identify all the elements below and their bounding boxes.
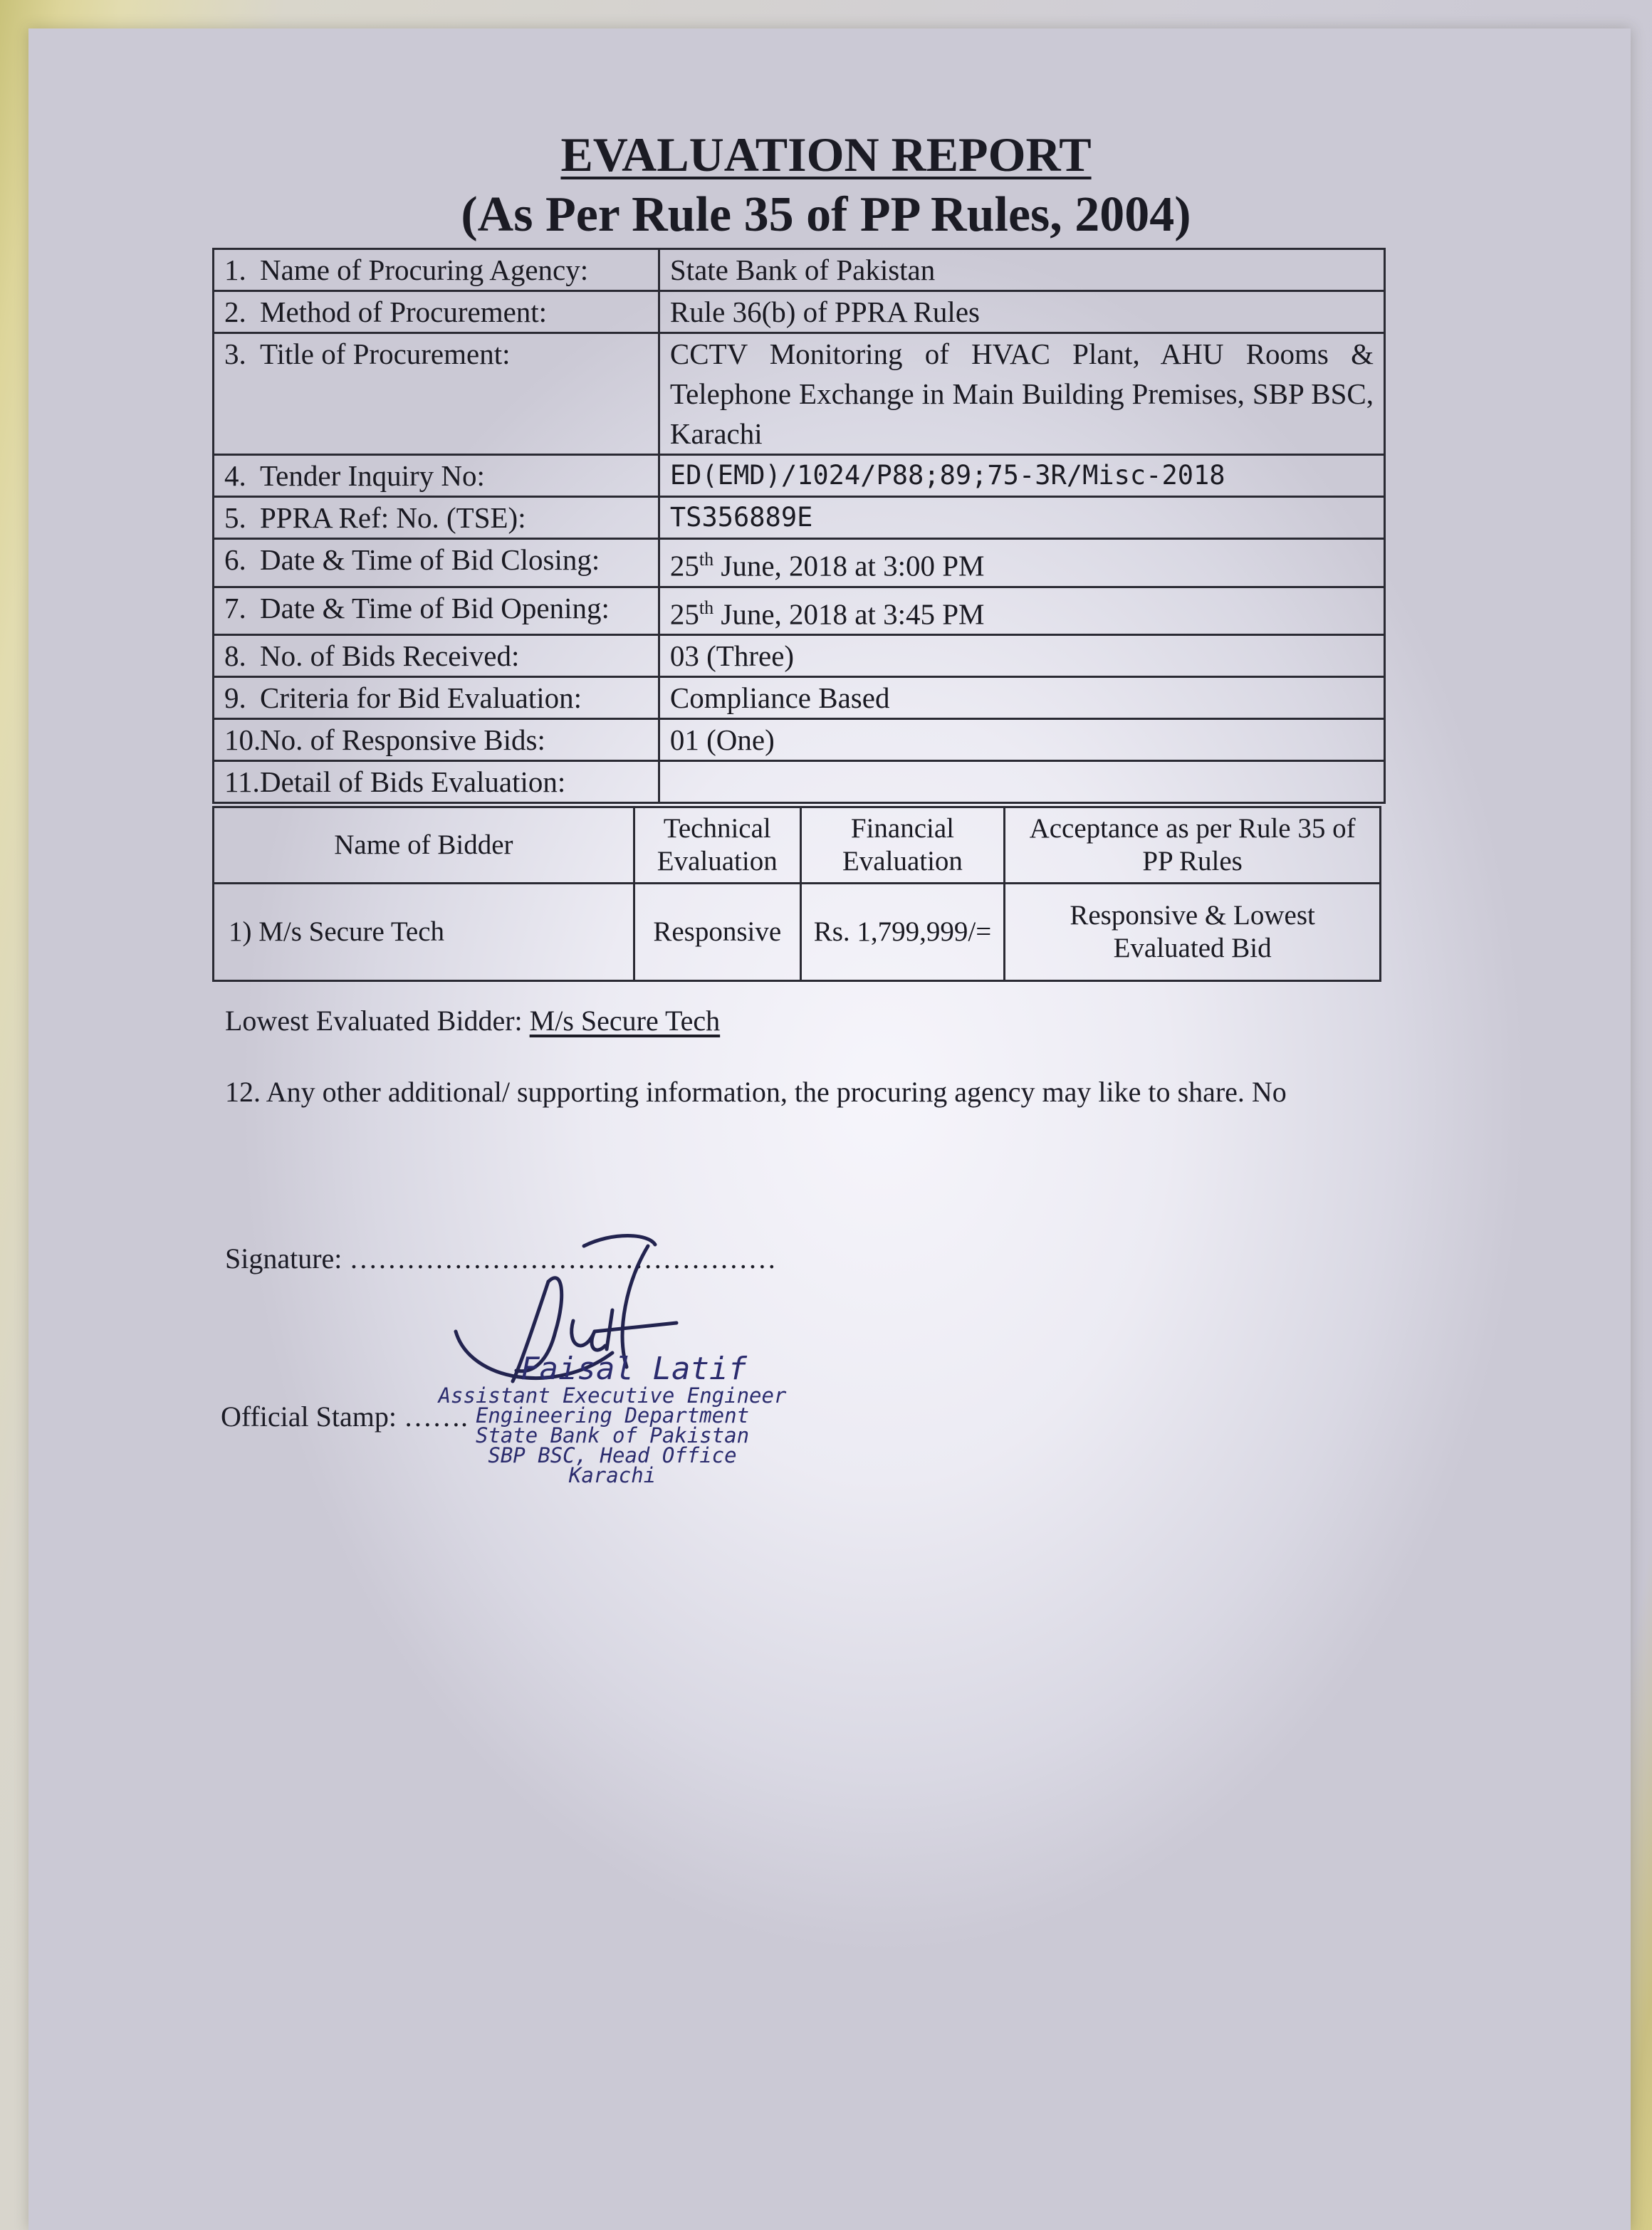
info-row: [214, 249, 1385, 291]
row-number: 3.: [224, 337, 246, 370]
stamp-line: Karachi: [568, 1463, 657, 1487]
stamp-line: State Bank of Pakistan: [475, 1423, 750, 1448]
row-number: 11.: [224, 765, 260, 799]
row-number: 2.: [224, 295, 246, 328]
official-stamp: [427, 1353, 798, 1485]
row-label: Tender Inquiry No:: [260, 459, 485, 492]
bidder-name: 1) M/s Secure Tech: [214, 884, 634, 981]
row-label: Detail of Bids Evaluation:: [260, 765, 566, 799]
stamp-line: Assistant Executive Engineer: [438, 1383, 787, 1408]
row-value: CCTV Monitoring of HVAC Plant, AHU Rooms & Telephone Exchange in Main Building Premises, SBP BSC, Karachi: [659, 333, 1384, 455]
report-subtitle: (As Per Rule 35 of PP Rules, 2004): [461, 187, 1191, 242]
info-row: [214, 677, 1385, 719]
row-number: 8.: [224, 639, 246, 673]
row-value: State Bank of Pakistan: [659, 249, 1384, 291]
row-number: 10.: [224, 723, 261, 757]
financial-evaluation: Rs. 1,799,999/=: [800, 884, 1004, 981]
lowest-bidder-label: Lowest Evaluated Bidder:: [225, 1005, 530, 1037]
row-label: No. of Responsive Bids:: [260, 723, 545, 757]
row-label: Title of Procurement:: [260, 337, 511, 370]
additional-info: 12. Any other additional/ supporting information, the procuring agency may like to share. No: [225, 1076, 1287, 1108]
row-label: Name of Procuring Agency:: [260, 253, 589, 286]
row-number: 5.: [224, 501, 246, 534]
official-stamp-label: Official Stamp: …….: [221, 1401, 468, 1433]
info-row: [214, 719, 1385, 761]
row-number: 1.: [224, 253, 246, 286]
acceptance-status: Responsive & Lowest Evaluated Bid: [1005, 884, 1381, 981]
report-title: EVALUATION REPORT: [560, 127, 1092, 182]
row-value: 03 (Three): [659, 635, 1384, 677]
info-row: [214, 455, 1385, 497]
row-number: 6.: [224, 543, 246, 576]
stamp-line: Engineering Department: [475, 1403, 750, 1428]
row-value: Rule 36(b) of PPRA Rules: [659, 291, 1384, 333]
row-label: Date & Time of Bid Opening:: [260, 591, 610, 624]
info-row: [214, 761, 1385, 803]
header-financial: Financial Evaluation: [800, 807, 1004, 884]
row-value: 25th June, 2018 at 3:45 PM: [659, 587, 1384, 635]
info-row: [214, 291, 1385, 333]
procurement-info-table: [212, 248, 1386, 804]
signature-label: Signature: ………………………………………: [225, 1242, 777, 1274]
info-row: [214, 333, 1385, 455]
row-number: 7.: [224, 591, 246, 624]
row-number: 4.: [224, 459, 246, 492]
row-label: Criteria for Bid Evaluation:: [260, 681, 582, 715]
row-label: Method of Procurement:: [260, 295, 548, 328]
row-value: Compliance Based: [659, 677, 1384, 719]
lowest-bidder-line: [225, 1004, 720, 1037]
table-row: [214, 884, 1381, 981]
bids-header-row: [214, 807, 1381, 884]
stamp-name: Faisal Latif: [521, 1351, 747, 1387]
header-acceptance: Acceptance as per Rule 35 of PP Rules: [1005, 807, 1381, 884]
info-row: [214, 587, 1385, 635]
row-number: 9.: [224, 681, 246, 715]
row-value: ED(EMD)/1024/P88;89;75-3R/Misc-2018: [659, 455, 1384, 497]
row-label: Date & Time of Bid Closing:: [260, 543, 600, 576]
row-value: [659, 761, 1384, 803]
lowest-bidder-value: M/s Secure Tech: [529, 1005, 721, 1037]
bids-evaluation-table: [212, 806, 1381, 982]
technical-evaluation: Responsive: [634, 884, 800, 981]
row-value: TS356889E: [659, 497, 1384, 539]
info-row: [214, 539, 1385, 587]
info-row: [214, 497, 1385, 539]
row-value: 25th June, 2018 at 3:00 PM: [659, 539, 1384, 587]
header-bidder: Name of Bidder: [214, 807, 634, 884]
row-label: No. of Bids Received:: [260, 639, 520, 673]
info-row: [214, 635, 1385, 677]
header-technical: Technical Evaluation: [634, 807, 800, 884]
stamp-line: SBP BSC, Head Office: [488, 1443, 737, 1467]
row-value: 01 (One): [659, 719, 1384, 761]
row-label: PPRA Ref: No. (TSE):: [260, 501, 526, 534]
